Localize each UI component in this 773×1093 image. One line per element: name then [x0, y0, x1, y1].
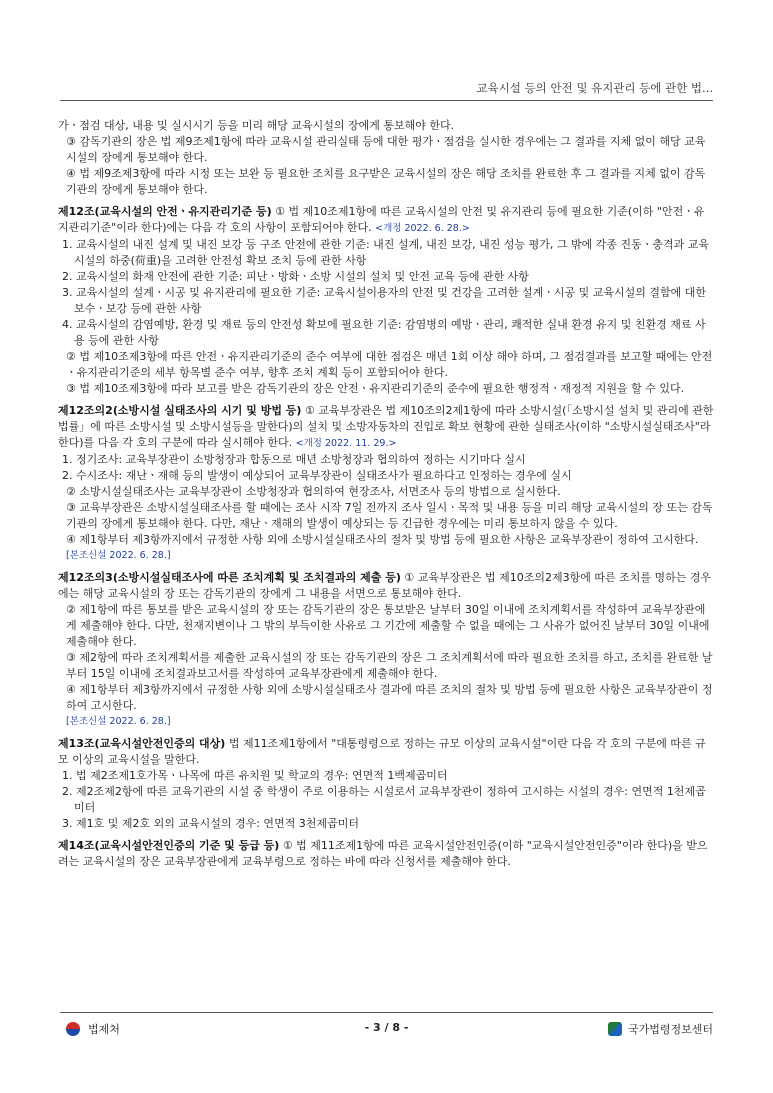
paragraph: 가ㆍ점검 대상, 내용 및 실시시기 등을 미리 해당 교육시설의 장에게 통보해야 한다. [58, 119, 455, 132]
list-item: 2. 제2조제2항에 따른 교육기관의 시설 중 학생이 주로 이용하는 시설로서 교육부장관이 정하여 고시하는 시설의 경우: 연면적 1천제곱미터 [62, 785, 706, 814]
page-number: - 3 / 8 - [364, 1021, 409, 1034]
paragraph: ③ 교육부장관은 소방시설실태조사를 할 때에는 조사 시작 7일 전까지 조사 일시ㆍ목적 및 내용 등을 미리 해당 교육시설의 장 또는 감독기관의 장에게 통보해야 한다. 다만, 재난ㆍ재해의 발생이 예상되는 등 긴급한 경우에는 미리 통보하지 않을 수 있다. [66, 501, 713, 530]
paragraph: ④ 제1항부터 제3항까지에서 규정한 사항 외에 소방시설실태조사 결과에 따른 조치의 절차 및 방법 등에 필요한 사항은 교육부장관이 정하여 고시한다. [66, 683, 713, 712]
article-title: 제12조(교육시설의 안전ㆍ유지관리기준 등) [58, 205, 272, 218]
amendment-note: <개정 2022. 11. 29.> [295, 438, 397, 449]
article-body: ① 법 제10조제1항에 따른 교육시설의 안전 및 유지관리 등에 필요한 기준(이하 "안전ㆍ유지관리기준"이라 한다)에는 다음 각 호의 사항이 포함되어야 한다. [58, 205, 705, 234]
list-item: 4. 교육시설의 감염예방, 환경 및 재료 등의 안전성 확보에 필요한 기준: 감염병의 예방ㆍ관리, 쾌적한 실내 환경 유지 및 친환경 재료 사용 등에 관한 사항 [62, 318, 706, 347]
article-title: 제12조의2(소방시설 실태조사의 시기 및 방법 등) [58, 404, 302, 417]
footer-org: 법제처 [88, 1023, 120, 1036]
paragraph: ③ 감독기관의 장은 법 제9조제1항에 따라 교육시설 관리실태 등에 대한 평가ㆍ점검을 실시한 경우에는 그 결과를 지체 없이 해당 교육시설의 장에게 통보해야 한다. [66, 135, 706, 164]
article-title: 제12조의3(소방시설실태조사에 따른 조치계획 및 조치결과의 제출 등) [58, 571, 401, 584]
page-footer [60, 1012, 713, 1041]
paragraph: ② 소방시설실태조사는 교육부장관이 소방청장과 협의하여 현장조사, 서면조사 등의 방법으로 실시한다. [66, 485, 561, 498]
article-12-2 [58, 403, 715, 452]
footer-right [608, 1021, 713, 1037]
article-title: 제13조(교육시설안전인증의 대상) [58, 737, 226, 750]
paragraph: ④ 법 제9조제3항에 따라 시정 또는 보완 등 필요한 조치를 요구받은 교육시설의 장은 해당 조치를 완료한 후 그 결과를 지체 없이 감독기관의 장에게 통보해야 한다. [66, 167, 706, 196]
list-item: 2. 교육시설의 화재 안전에 관한 기준: 피난ㆍ방화ㆍ소방 시설의 설치 및 안전 교육 등에 관한 사항 [62, 270, 529, 283]
paragraph: ④ 제1항부터 제3항까지에서 규정한 사항 외에 소방시설실태조사의 절차 및 방법 등에 필요한 사항은 교육부장관이 정하여 고시한다. [66, 533, 699, 546]
new-provision-note: [본조신설 2022. 6. 28.] [66, 550, 171, 561]
article-title: 제14조(교육시설안전인증의 기준 및 등급 등) [58, 839, 280, 852]
paragraph: ③ 제2항에 따라 조치계획서를 제출한 교육시설의 장 또는 감독기관의 장은 그 조치계획서에 따라 필요한 조치를 하고, 조치를 완료한 날부터 15일 이내에 조치결과보고서를 작성하여 교육부장관에게 제출해야 한다. [66, 651, 713, 680]
document-body [58, 118, 715, 870]
list-item: 1. 정기조사: 교육부장관이 소방청장과 합동으로 매년 소방청장과 협의하여 정하는 시기마다 실시 [62, 453, 526, 466]
article-14 [58, 838, 715, 870]
paragraph: ③ 법 제10조제3항에 따라 보고를 받은 감독기관의 장은 안전ㆍ유지관리기준의 준수에 필요한 행정적ㆍ재정적 지원을 할 수 있다. [66, 382, 685, 395]
list-item: 2. 수시조사: 재난ㆍ재해 등의 발생이 예상되어 교육부장관이 실태조사가 필요하다고 인정하는 경우에 실시 [62, 469, 572, 482]
article-12 [58, 204, 715, 237]
page-header [60, 74, 713, 101]
list-item: 3. 교육시설의 설계ㆍ시공 및 유지관리에 필요한 기준: 교육시설이용자의 안전 및 건강을 고려한 설계ㆍ시공 및 교육시설의 결함에 대한 보수ㆍ보강 등에 관한 사항 [62, 286, 706, 315]
list-item: 3. 제1호 및 제2호 외의 교육시설의 경우: 연면적 3천제곱미터 [62, 817, 359, 830]
paragraph: ② 법 제10조제3항에 따른 안전ㆍ유지관리기준의 준수 여부에 대한 점검은 매년 1회 이상 해야 하며, 그 점검결과를 보고할 때에는 안전ㆍ유지관리기준의 세부 항목별 준수 여부, 향후 조치 계획 등이 포함되어야 한다. [66, 350, 713, 379]
list-item: 1. 교육시설의 내진 설계 및 내진 보강 등 구조 안전에 관한 기준: 내진 설계, 내진 보강, 내진 성능 평가, 그 밖에 각종 진동ㆍ충격과 교육시설의 하중(荷重)을 고려한 안전성 확보 조치 등에 관한 사항 [62, 238, 710, 267]
amendment-note: <개정 2022. 6. 28.> [375, 223, 470, 234]
article-13 [58, 736, 715, 768]
new-provision-note: [본조신설 2022. 6. 28.] [66, 716, 171, 727]
article-12-3 [58, 570, 715, 602]
article-body: 법 제11조제1항에서 "대통령령으로 정하는 규모 이상의 교육시설"이란 다음 각 호의 구분에 따른 규모 이상의 교육시설을 말한다. [58, 737, 706, 766]
paragraph: ② 제1항에 따른 통보를 받은 교육시설의 장 또는 감독기관의 장은 통보받은 날부터 30일 이내에 조치계획서를 작성하여 교육부장관에게 제출해야 한다. 다만, 천재지변이나 그 밖의 부득이한 사유로 그 기간에 제출할 수 없을 때에는 그 사유가 없어진 날부터 30일 이내에 제출해야 한다. [66, 603, 710, 648]
article-body: ① 교육부장관은 법 제10조의2제1항에 따라 소방시설(「소방시설 설치 및 관리에 관한 법률」에 따른 소방시설 및 소방시설등을 말한다)의 설치 및 소방자동차의 진입로 확보 현황에 관한 실태조사(이하 "소방시설실태조사"라 한다)를 다음 각 호의 구분에 따라 실시해야 한다. [58, 404, 714, 449]
law-center-logo-icon [608, 1022, 622, 1036]
list-item: 1. 법 제2조제1호가목ㆍ나목에 따른 유치원 및 학교의 경우: 연면적 1백제곱미터 [62, 769, 448, 782]
article-body: ① 교육부장관은 법 제10조의2제3항에 따른 조치를 명하는 경우에는 해당 교육시설의 장 또는 감독기관의 장에게 그 내용을 서면으로 통보해야 한다. [58, 571, 712, 600]
article-body: ① 법 제11조제1항에 따른 교육시설안전인증(이하 "교육시설안전인증"이라 한다)을 받으려는 교육시설의 장은 교육부장관에게 교육부령으로 정하는 바에 따라 신청서를 제출해야 한다. [58, 839, 708, 868]
footer-site: 국가법령정보센터 [627, 1023, 713, 1036]
header-title: 교육시설 등의 안전 및 유지관리 등에 관한 법... [476, 81, 713, 95]
